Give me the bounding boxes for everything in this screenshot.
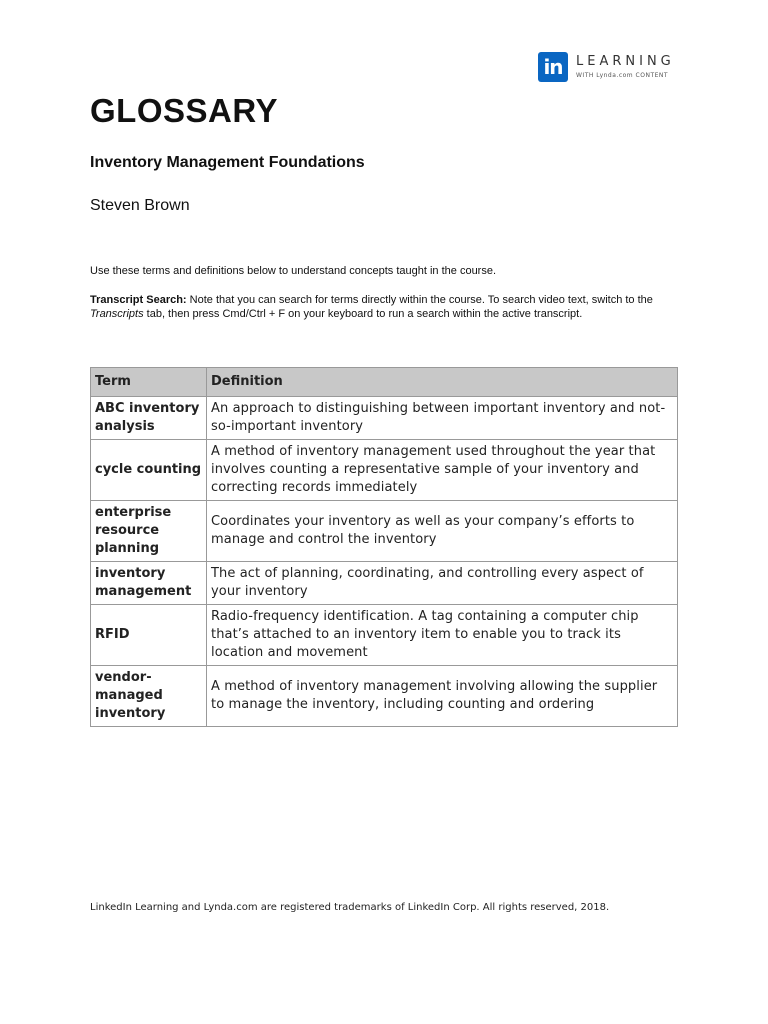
definition-cell: Coordinates your inventory as well as your company’s efforts to manage and control the inventory [207,501,678,562]
table-row [91,666,678,727]
footer-trademark: LinkedIn Learning and Lynda.com are registered trademarks of LinkedIn Corp. All rights reserved, 2018. [90,902,610,913]
table-row [91,605,678,666]
table-row [91,562,678,605]
column-header-definition: Definition [207,368,678,397]
logo-subtitle: WITH Lynda.com CONTENT [576,72,669,79]
term-cell: ABC inventory analysis [91,397,207,440]
glossary-table [90,367,678,727]
term-cell: cycle counting [91,440,207,501]
transcript-search-label: Transcript Search: [90,294,187,306]
transcript-search-note [90,293,680,321]
table-row [91,501,678,562]
linkedin-in-icon: in [538,52,568,82]
transcript-text-2: tab, then press Cmd/Ctrl + F on your keyboard to run a search within the active transcript. [143,308,583,320]
linkedin-learning-logo [538,52,678,86]
transcript-text-1: Note that you can search for terms directly within the course. To search video text, switch to the [186,294,653,306]
column-header-term: Term [91,368,207,397]
definition-cell: A method of inventory management involving allowing the supplier to manage the inventory, including counting and ordering [207,666,678,727]
transcripts-tab-emphasis: Transcripts [90,308,144,320]
definition-cell: Radio-frequency identification. A tag containing a computer chip that’s attached to an inventory item to enable you to track its location and movement [207,605,678,666]
intro-text: Use these terms and definitions below to understand concepts taught in the course. [90,265,497,277]
course-title: Inventory Management Foundations [90,154,365,171]
table-row [91,397,678,440]
table-row [91,440,678,501]
logo-wordmark: LEARNING [576,54,675,69]
author-name: Steven Brown [90,197,190,214]
definition-cell: A method of inventory management used throughout the year that involves counting a representative sample of your inventory and correcting records immediately [207,440,678,501]
definition-cell: The act of planning, coordinating, and controlling every aspect of your inventory [207,562,678,605]
page-title: GLOSSARY [90,92,278,129]
term-cell: vendor-managed inventory [91,666,207,727]
term-cell: inventory management [91,562,207,605]
definition-cell: An approach to distinguishing between important inventory and not-so-important inventory [207,397,678,440]
term-cell: RFID [91,605,207,666]
term-cell: enterprise resource planning [91,501,207,562]
table-header-row [91,368,678,397]
